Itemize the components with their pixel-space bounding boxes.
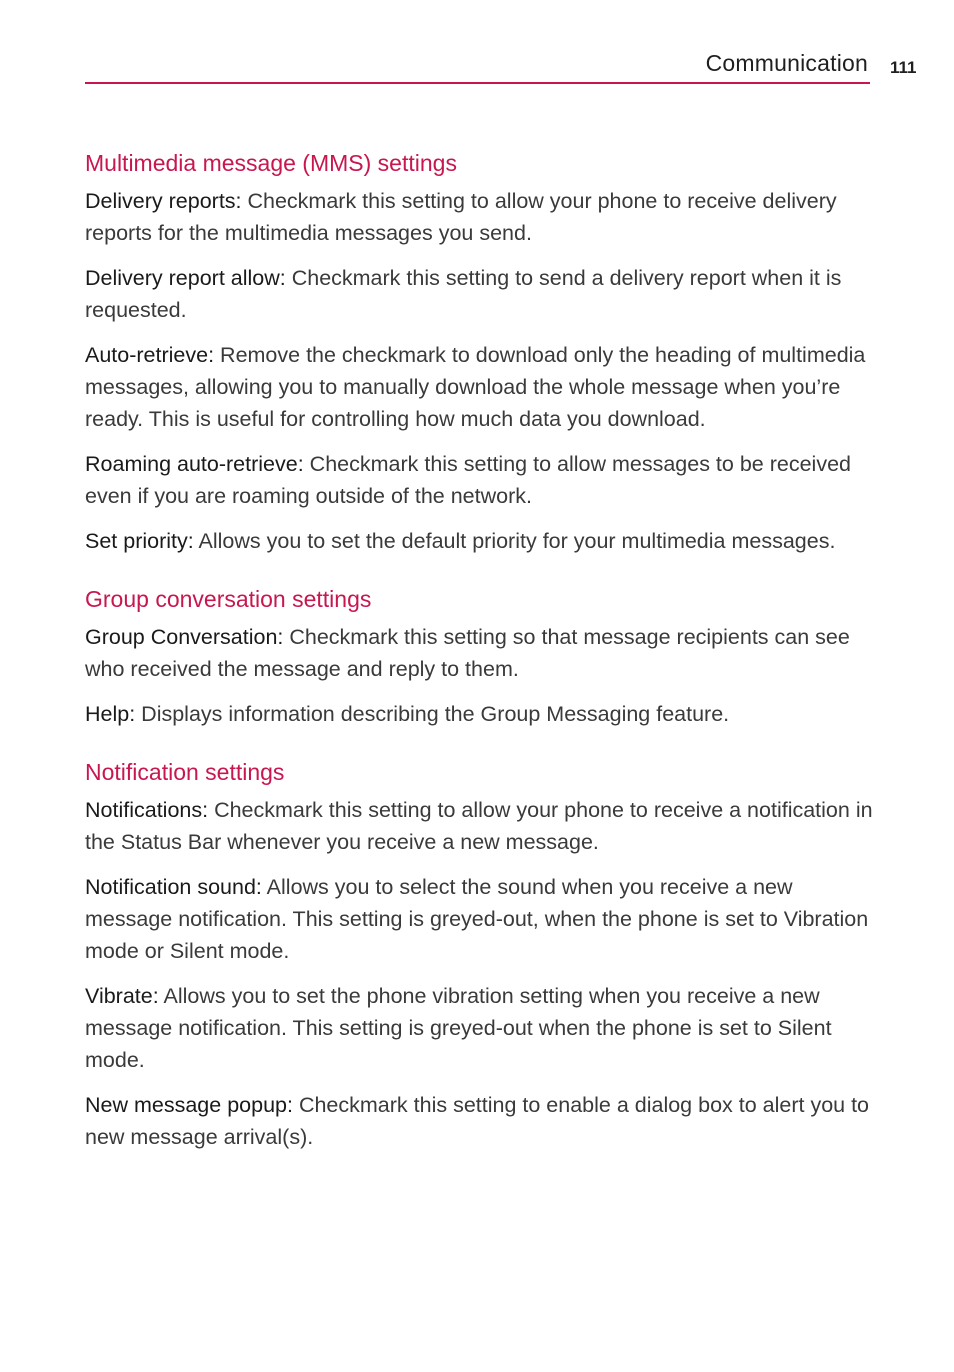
setting-item	[85, 185, 875, 249]
setting-item	[85, 980, 875, 1076]
setting-term: Notifications:	[85, 798, 209, 822]
page-content	[85, 147, 875, 1166]
setting-description: Checkmark this setting to allow messages to be received even if you are roaming outside of the network.	[85, 452, 851, 508]
setting-term: Set priority:	[85, 529, 194, 553]
setting-item	[85, 448, 875, 512]
setting-term: Group Conversation:	[85, 625, 284, 649]
page-number: 111	[890, 58, 917, 77]
setting-term: New message popup:	[85, 1093, 293, 1117]
setting-term: Delivery reports:	[85, 189, 242, 213]
setting-term: Delivery report allow:	[85, 266, 286, 290]
setting-description: Displays information describing the Group Messaging feature.	[135, 702, 730, 726]
setting-item	[85, 794, 875, 858]
section-mms-settings	[85, 147, 875, 557]
setting-item	[85, 1089, 875, 1153]
setting-description: Checkmark this setting so that message recipients can see who received the message and reply to them.	[85, 625, 850, 681]
section-heading: Group conversation settings	[85, 586, 372, 612]
setting-item	[85, 262, 875, 326]
setting-item	[85, 871, 875, 967]
setting-item	[85, 698, 875, 730]
section-group-conversation-settings	[85, 583, 875, 730]
section-heading: Notification settings	[85, 759, 285, 785]
section-notification-settings	[85, 756, 875, 1153]
setting-description: Allows you to set the default priority for your multimedia messages.	[193, 529, 836, 553]
setting-term: Auto-retrieve:	[85, 343, 215, 367]
setting-item	[85, 621, 875, 685]
setting-description: Checkmark this setting to allow your phone to receive delivery reports for the multimedia messages you send.	[85, 189, 837, 245]
setting-term: Notification sound:	[85, 875, 262, 899]
setting-term: Roaming auto-retrieve:	[85, 452, 304, 476]
setting-description: Checkmark this setting to send a delivery report when it is requested.	[85, 266, 842, 322]
chapter-title: Communication	[705, 50, 868, 76]
setting-term: Help:	[85, 702, 136, 726]
setting-description: Checkmark this setting to allow your phone to receive a notification in the Status Bar whenever you receive a new message.	[85, 798, 873, 854]
setting-item	[85, 339, 875, 435]
setting-description: Allows you to select the sound when you receive a new message notification. This setting is greyed-out, when the phone is set to Vibration mode or Silent mode.	[85, 875, 869, 963]
setting-description: Checkmark this setting to enable a dialog box to alert you to new message arrival(s).	[85, 1093, 870, 1149]
setting-description: Allows you to set the phone vibration setting when you receive a new message notification. This setting is greyed-out when the phone is set to Silent mode.	[85, 984, 832, 1072]
section-heading: Multimedia message (MMS) settings	[85, 150, 457, 176]
setting-term: Vibrate:	[85, 984, 159, 1008]
setting-item	[85, 525, 875, 557]
page-header	[85, 48, 870, 84]
setting-description: Remove the checkmark to download only the heading of multimedia messages, allowing you to manually download the whole message when you’re ready. This is useful for controlling how much data you download.	[85, 343, 866, 431]
